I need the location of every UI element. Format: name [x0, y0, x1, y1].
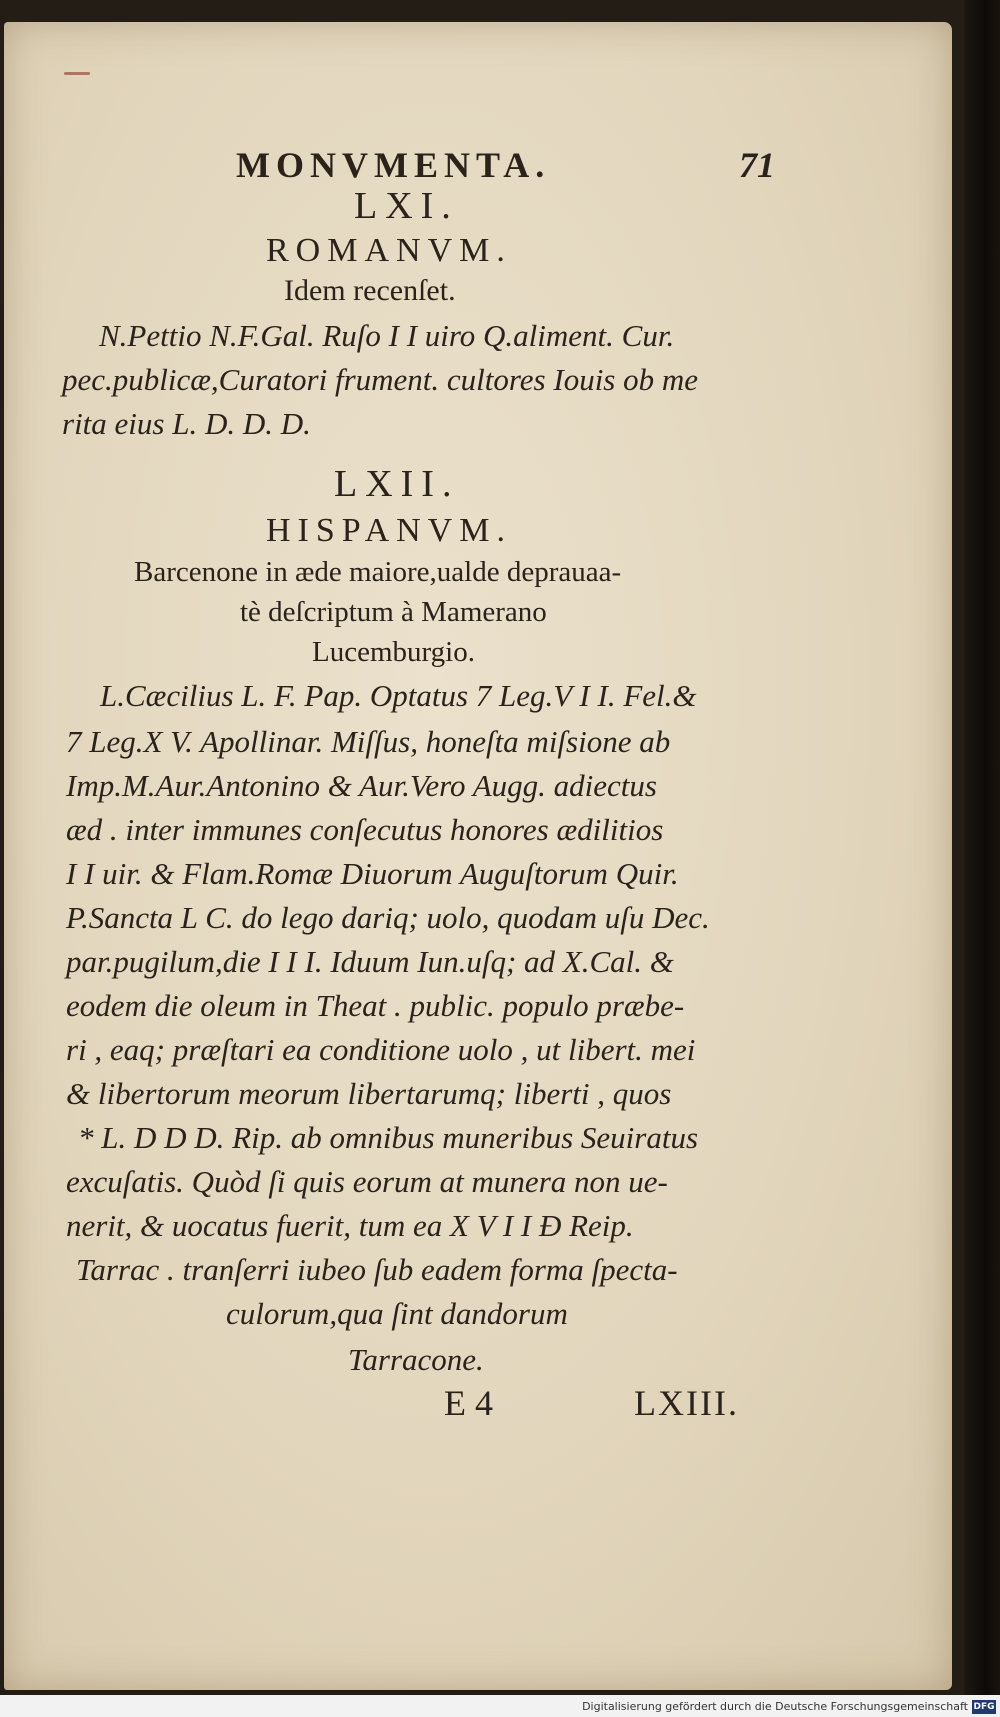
page-number: 71 — [739, 145, 775, 185]
catchword: LXIII. — [634, 1383, 739, 1423]
signature-mark: E 4 — [444, 1383, 493, 1423]
inscription-line: I I uir. & Flam.Romæ Diuorum Auguſtorum Quir. — [66, 856, 679, 891]
inscription-line: 7 Leg.X V. Apollinar. Miſſus, honeſta miſsione ab — [66, 724, 671, 759]
inscription-line: Imp.M.Aur.Antonino & Aur.Vero Augg. adiectus — [66, 768, 657, 803]
inscription-line: æd . inter immunes conſecutus honores ædilitios — [66, 812, 664, 847]
section-source-line: tè deſcriptum à Mamerano — [240, 596, 547, 628]
section-label: ROMANVM. — [266, 232, 512, 269]
inscription-line: L.Cæcilius L. F. Pap. Optatus 7 Leg.V I I. Fel.& — [100, 678, 697, 713]
section-source-line: Barcenone in æde maiore,ualde deprauaa- — [134, 556, 622, 588]
running-title: MONVMENTA. — [236, 145, 551, 185]
dfg-logo: DFG — [973, 1702, 995, 1712]
book-spine — [964, 0, 1000, 1717]
inscription-line: excuſatis. Quòd ſi quis eorum at munera non ue- — [66, 1164, 668, 1199]
inscription-closing: Tarracone. — [348, 1342, 484, 1377]
inscription-line: Tarrac . tranſerri iubeo ſub eadem forma ſpecta- — [76, 1252, 678, 1287]
inscription-line: culorum,qua ſint dandorum — [226, 1296, 568, 1331]
inscription-line: * L. D D D. Rip. ab omnibus muneribus Seuiratus — [78, 1120, 699, 1155]
book-page — [4, 22, 952, 1690]
section-number: LXII. — [334, 463, 460, 505]
section-label: HISPANVM. — [266, 512, 512, 549]
section-source-line: Idem recenſet. — [284, 274, 456, 307]
inscription-line: rita eius L. D. D. D. — [62, 406, 311, 441]
section-number: LXI. — [354, 185, 459, 227]
inscription-line: nerit, & uocatus fuerit, tum ea X V I I Ð Reip. — [66, 1208, 634, 1243]
inscription-line: ri , eaq; præſtari ea conditione uolo , ut libert. mei — [66, 1032, 696, 1067]
inscription-line: P.Sancta L C. do lego dariq; uolo, quodam uſu Dec. — [66, 900, 710, 935]
inscription-line: pec.publicæ,Curatori frument. cultores Iouis ob me — [62, 362, 699, 397]
ink-mark — [64, 72, 90, 75]
credit-text: Digitalisierung gefördert durch die Deutsche Forschungsgemeinschaft — [582, 1700, 968, 1713]
credit-bar — [0, 1695, 1000, 1717]
inscription-line: eodem die oleum in Theat . public. populo præbe- — [66, 988, 685, 1023]
inscription-line: par.pugilum,die I I I. Iduum Iun.uſq; ad X.Cal. & — [66, 944, 674, 979]
inscription-line: N.Pettio N.F.Gal. Ruſo I I uiro Q.aliment. Cur. — [99, 318, 675, 353]
inscription-line: & libertorum meorum libertarumq; liberti , quos — [66, 1076, 672, 1111]
section-source-line: Lucemburgio. — [312, 636, 475, 668]
